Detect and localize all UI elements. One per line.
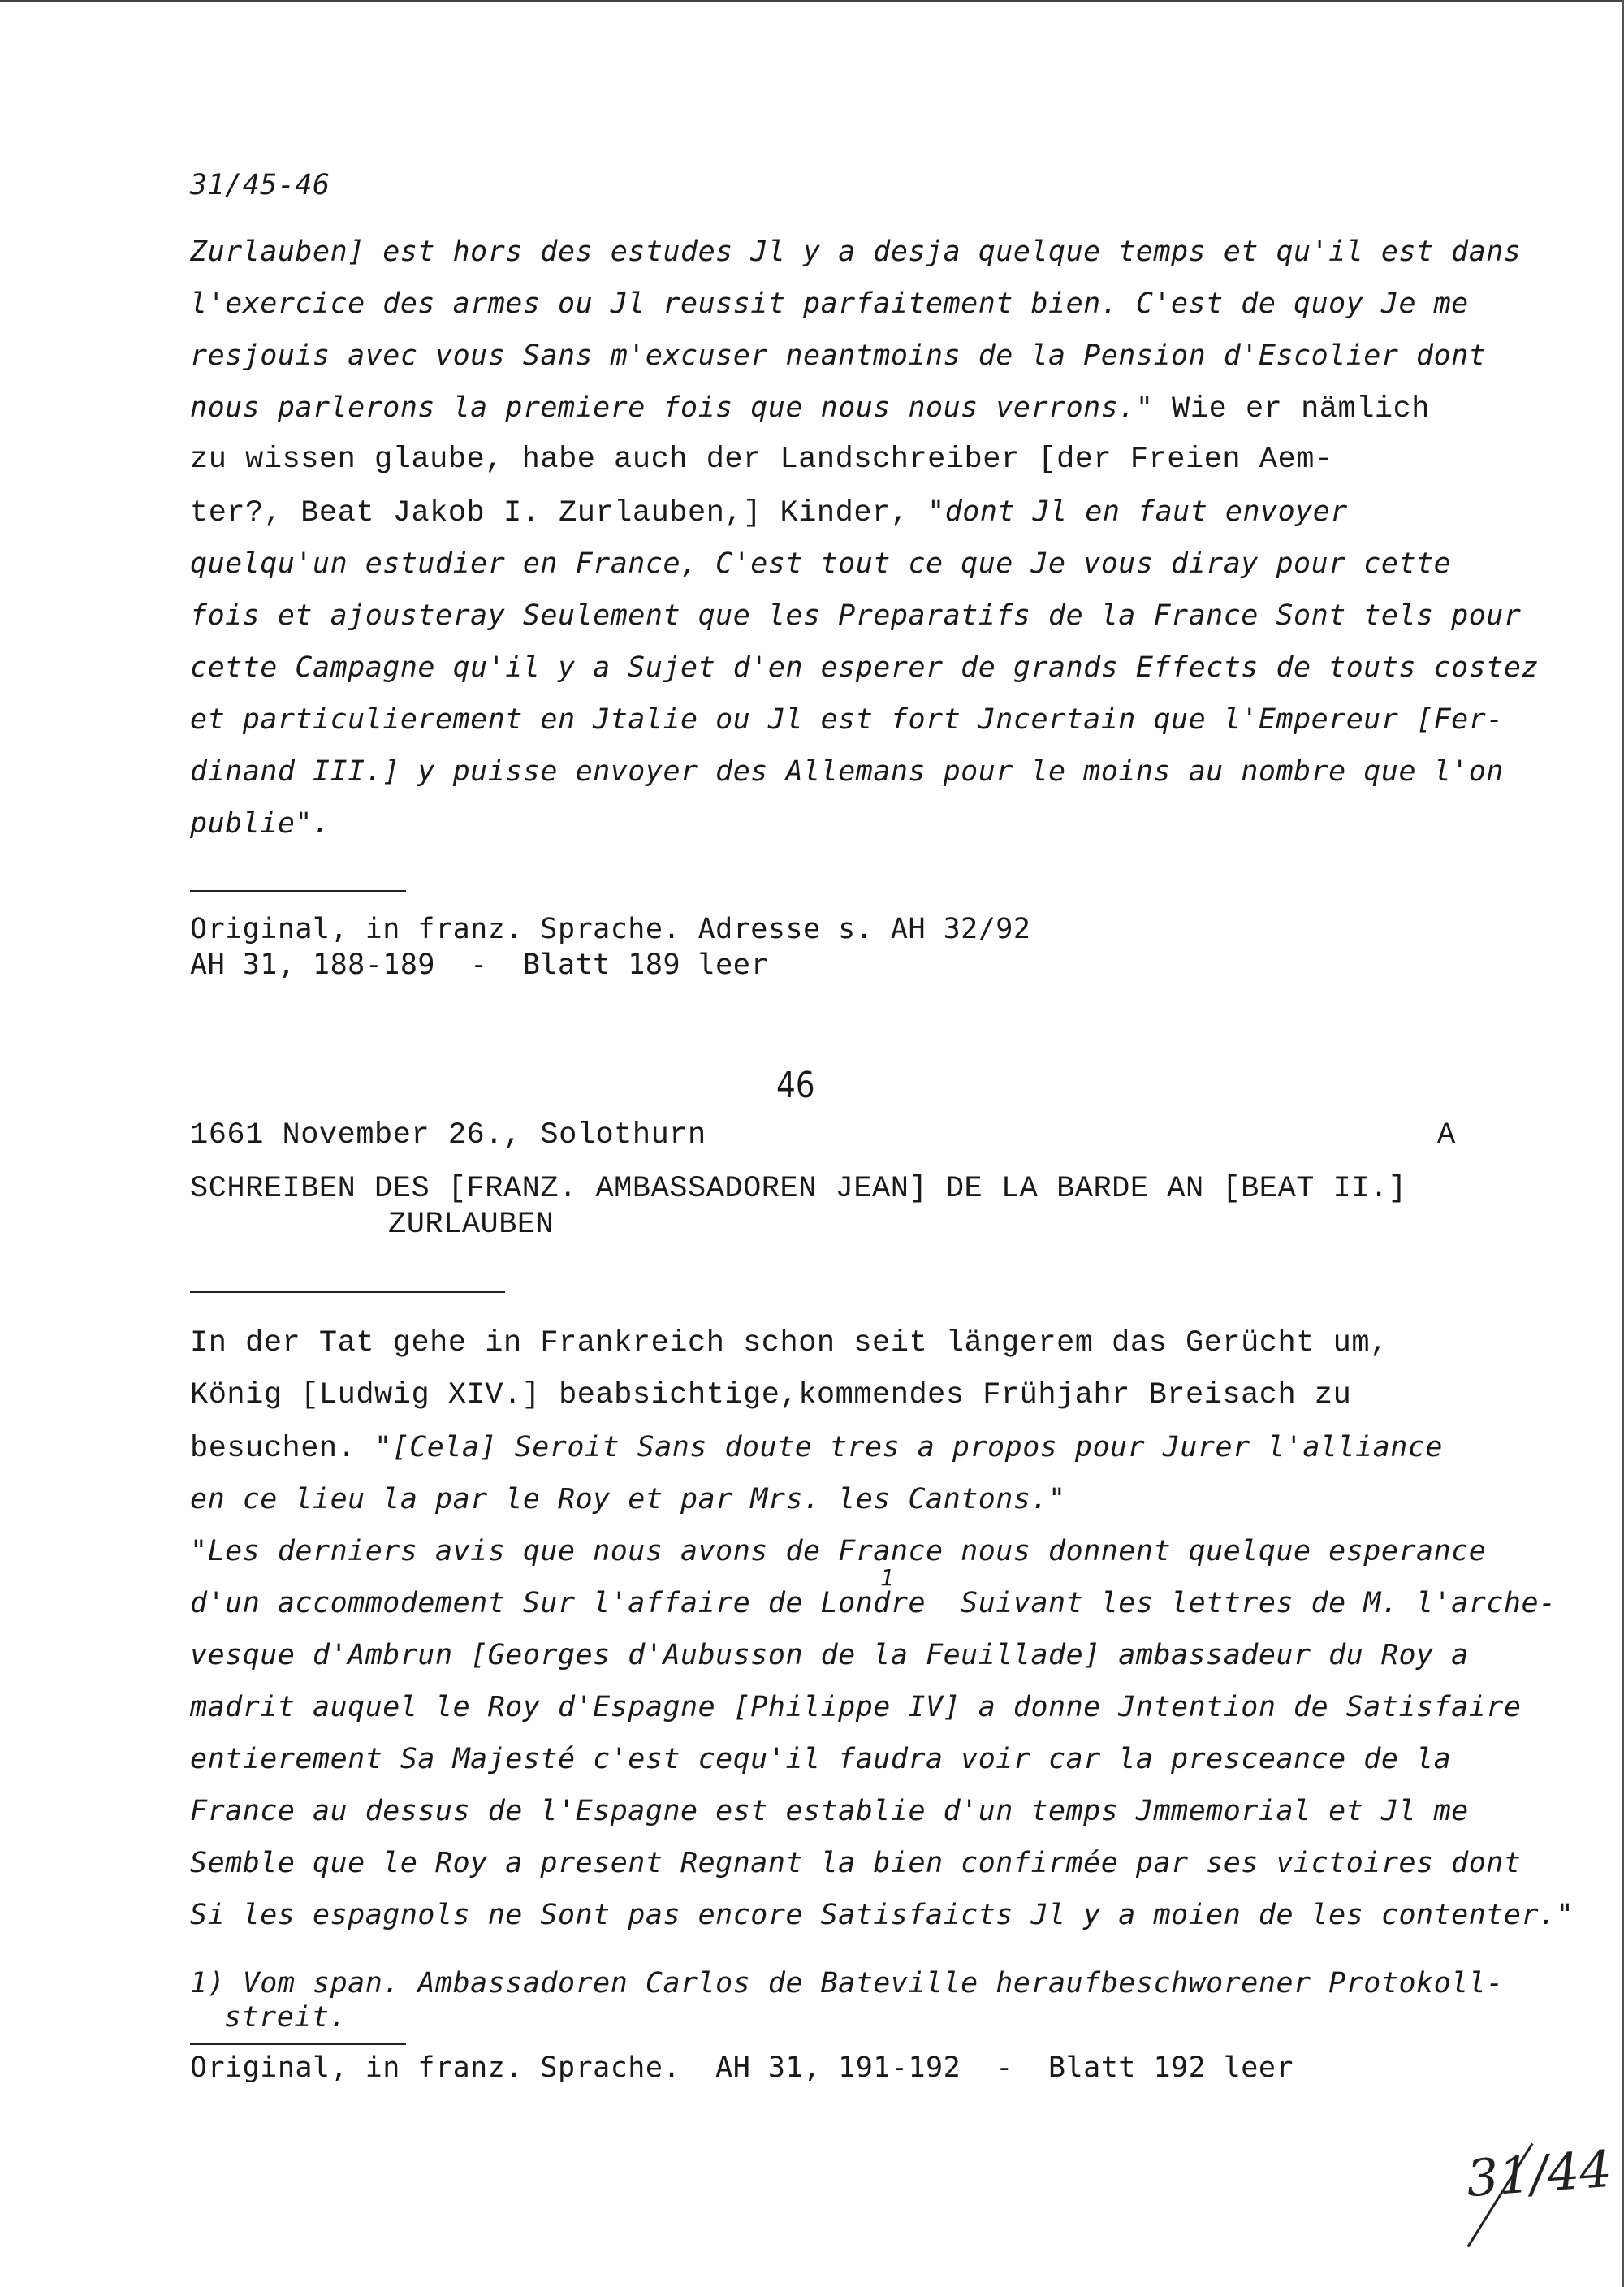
doc46-heading-line-1: SCHREIBEN DES [FRANZ. AMBASSADOREN JEAN] DE LA BARDE AN [BEAT II.] bbox=[190, 1172, 1407, 1206]
footnote-line-2: streit. bbox=[224, 2001, 348, 2034]
doc45-line-4-roman: Wie er nämlich bbox=[1153, 392, 1431, 426]
doc45-line-1: Zurlauben] est hors des estudes Jl y a desja quelque temps et qu'il est dans bbox=[190, 236, 1522, 268]
doc45-line-6-italic: "dont Jl en faut envoyer bbox=[927, 495, 1348, 528]
document-number: 46 bbox=[776, 1065, 815, 1106]
doc45-line-6-roman: ter?, Beat Jakob I. Zurlauben,] Kinder, bbox=[190, 496, 928, 530]
doc46-line-7: vesque d'Ambrun [Georges d'Aubusson de la Feuillade] ambassadeur du Roy a bbox=[190, 1639, 1469, 1671]
doc46-line-9: entierement Sa Majesté c'est cequ'il faudra voir car la presceance de la bbox=[190, 1743, 1452, 1775]
doc45-line-5: zu wissen glaube, habe auch der Landschreiber [der Freien Aem- bbox=[190, 443, 1333, 477]
doc46-heading-rule bbox=[190, 1291, 505, 1293]
doc46-line-10: France au dessus de l'Espagne est establie d'un temps Jmmemorial et Jl me bbox=[190, 1795, 1469, 1827]
doc46-heading-line-2: ZURLAUBEN bbox=[388, 1208, 555, 1242]
doc46-line-1: In der Tat gehe in Frankreich schon seit längerem das Gerücht um, bbox=[190, 1326, 1389, 1360]
page-top-border bbox=[0, 0, 1622, 2]
doc45-line-8: fois et ajousteray Seulement que les Preparatifs de la France Sont tels pour bbox=[190, 599, 1522, 632]
doc46-line-3-italic: "[Cela] Seroit Sans doute tres a propos pour Jurer l'alliance bbox=[374, 1431, 1443, 1463]
doc46-source: Original, in franz. Sprache. AH 31, 191-192 - Blatt 192 leer bbox=[190, 2051, 1294, 2084]
archive-stamp: 31/44 bbox=[1464, 2138, 1613, 2209]
doc45-source-line-2: AH 31, 188-189 - Blatt 189 leer bbox=[190, 949, 768, 981]
doc45-line-6 bbox=[190, 494, 1348, 531]
doc45-line-3: resjouis avec vous Sans m'excuser neantmoins de la Pension d'Escolier dont bbox=[190, 339, 1487, 372]
doc45-line-2: l'exercice des armes ou Jl reussit parfaitement bien. C'est de quoy Je me bbox=[190, 287, 1469, 320]
doc45-line-9: cette Campagne qu'il y a Sujet d'en esperer de grands Effects de touts costez bbox=[190, 651, 1540, 684]
doc45-line-4-italic: nous parlerons la premiere fois que nous nous verrons." bbox=[190, 391, 1154, 424]
doc45-source-rule bbox=[190, 890, 406, 892]
page-id: 31/45-46 bbox=[190, 169, 330, 201]
doc45-line-7: quelqu'un estudier en France, C'est tout ce que Je vous diray pour cette bbox=[190, 547, 1452, 580]
doc46-source-rule bbox=[190, 2043, 406, 2045]
doc46-line-3 bbox=[190, 1429, 1443, 1467]
doc45-source-line-1: Original, in franz. Sprache. Adresse s. AH 32/92 bbox=[190, 913, 1031, 945]
doc46-marker: A bbox=[1437, 1118, 1456, 1152]
doc45-line-12: publie". bbox=[190, 807, 330, 840]
doc46-line-3-roman: besuchen. bbox=[190, 1432, 375, 1466]
doc46-line-6: d'un accommodement Sur l'affaire de Londre Suivant les lettres de M. l'arche- bbox=[190, 1587, 1557, 1619]
doc46-line-5: "Les derniers avis que nous avons de France nous donnent quelque esperance bbox=[190, 1535, 1487, 1567]
doc46-line-11: Semble que le Roy a present Regnant la bien confirmée par ses victoires dont bbox=[190, 1847, 1522, 1879]
footnote-line-1: 1) Vom span. Ambassadoren Carlos de Bateville heraufbeschworener Protokoll- bbox=[190, 1967, 1504, 2000]
doc46-line-4: en ce lieu la par le Roy et par Mrs. les Cantons." bbox=[190, 1483, 1066, 1515]
doc45-line-10: et particulierement en Jtalie ou Jl est fort Jncertain que l'Empereur [Fer- bbox=[190, 703, 1504, 736]
doc46-date-place: 1661 November 26., Solothurn bbox=[190, 1118, 706, 1152]
doc46-line-8: madrit auquel le Roy d'Espagne [Philippe IV] a donne Jntention de Satisfaire bbox=[190, 1691, 1522, 1723]
footnote-reference: 1 bbox=[880, 1564, 894, 1591]
doc45-line-4 bbox=[190, 390, 1430, 427]
doc45-line-11: dinand III.] y puisse envoyer des Allemans pour le moins au nombre que l'on bbox=[190, 755, 1504, 788]
doc46-line-12: Si les espagnols ne Sont pas encore Satisfaicts Jl y a moien de les contenter." bbox=[190, 1899, 1574, 1931]
doc46-line-2: König [Ludwig XIV.] beabsichtige,kommendes Frühjahr Breisach zu bbox=[190, 1378, 1352, 1412]
